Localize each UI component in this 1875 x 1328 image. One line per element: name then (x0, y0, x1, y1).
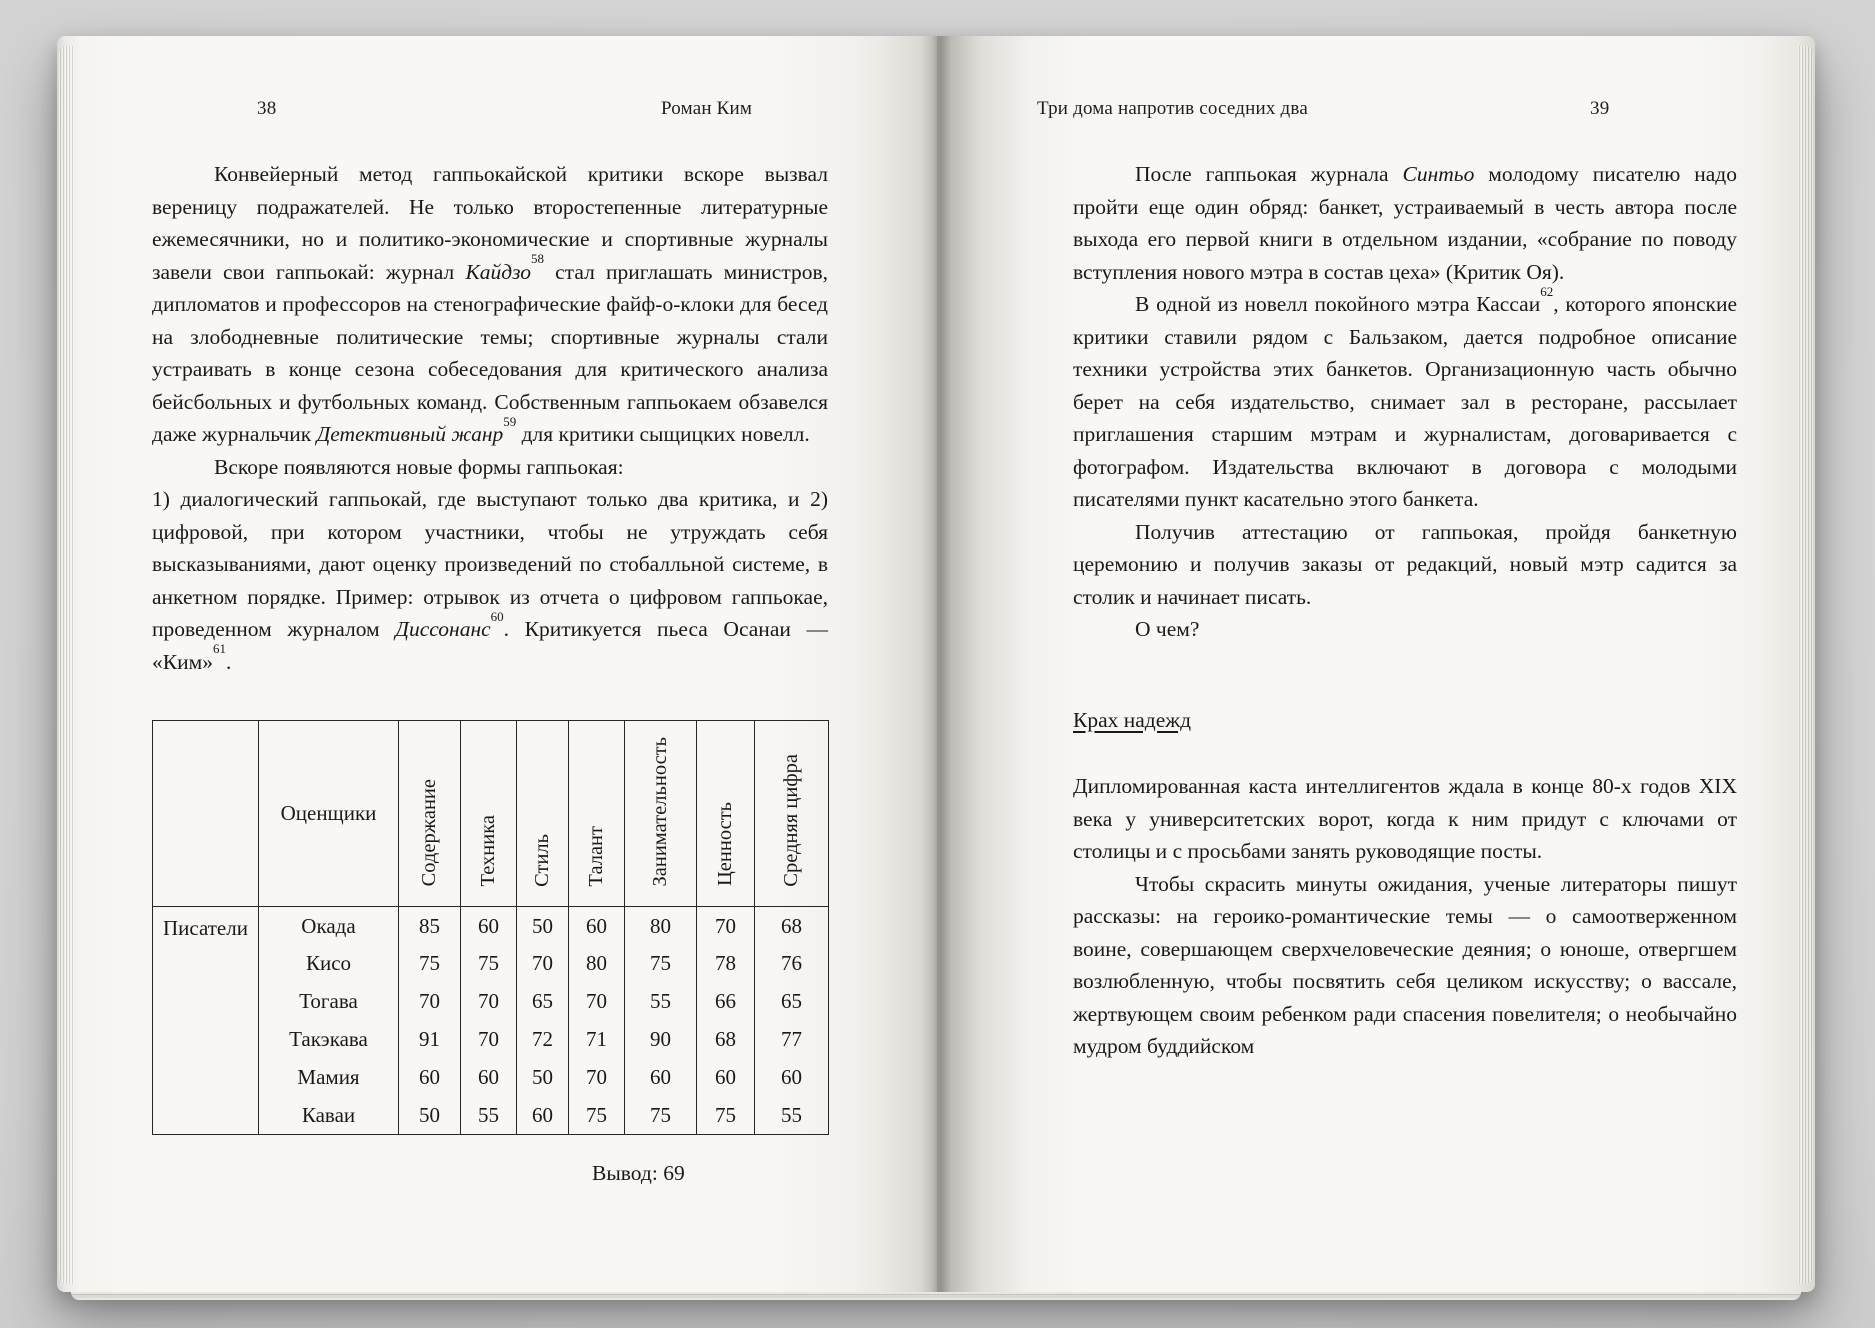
col-header-value (697, 721, 755, 907)
score-cell: 60 (625, 1059, 697, 1097)
text-segment: Конвейерный метод гаппьокайской критики вскоре вызвал вереницу подражателей. Не только второстепенные литературные ежемесячники, но и политико-экономические и спортивные журналы завели свои гаппьокай: журнал (152, 162, 828, 284)
right-page (937, 36, 1815, 1292)
row-group-label: Писатели (153, 907, 259, 1135)
score-cell: 60 (569, 907, 625, 945)
text-segment: Кайдзо (465, 259, 531, 284)
table-row (153, 907, 829, 945)
paragraph (152, 158, 828, 451)
text-segment: . (225, 649, 232, 674)
score-cell: 50 (399, 1097, 461, 1135)
footnote-ref: 59 (503, 413, 517, 429)
score-cell: 77 (755, 1021, 829, 1059)
text-segment: молодому писателю надо пройти еще один обряд: банкет, устраиваемый в честь автора после выхода его первой книги в отдельном издании, «собрание по поводу вступления нового мэтра в состав цеха» (Критик Оя). (1073, 162, 1738, 284)
section-heading: Крах надежд (1073, 707, 1192, 732)
score-cell: 90 (625, 1021, 697, 1059)
score-table-body (153, 907, 829, 1135)
score-cell: 70 (569, 1059, 625, 1097)
score-cell: 70 (517, 945, 569, 983)
col-header-average (755, 721, 829, 907)
score-cell: 70 (461, 983, 517, 1021)
left-page (57, 36, 937, 1292)
score-cell: 60 (461, 1059, 517, 1097)
footnote-ref: 60 (490, 608, 504, 624)
score-cell: 68 (697, 1021, 755, 1059)
text-segment: Детективный жанр (316, 422, 504, 446)
score-cell: 72 (517, 1021, 569, 1059)
paragraph (1073, 283, 1737, 516)
score-cell: 60 (755, 1059, 829, 1097)
paragraph (1073, 158, 1737, 288)
col-header-label: Ценность (714, 802, 737, 887)
score-cell: 91 (399, 1021, 461, 1059)
score-cell: 75 (569, 1097, 625, 1135)
text-segment: В одной из новелл покойного мэтра Кассаи (1135, 292, 1541, 316)
score-cell: 71 (569, 1021, 625, 1059)
score-cell: 75 (399, 945, 461, 983)
table-result-line: Вывод: 69 (592, 1161, 685, 1185)
score-cell: 75 (697, 1097, 755, 1135)
score-table (152, 720, 829, 1135)
paragraph (1073, 868, 1737, 1063)
score-cell: 76 (755, 945, 829, 983)
col-header-label: Талант (585, 825, 608, 887)
col-header-label: Стиль (531, 833, 554, 887)
fore-edge-right (1798, 46, 1813, 1284)
score-cell: 50 (517, 907, 569, 945)
running-title-right: Три дома напротив соседних два (1037, 98, 1308, 119)
score-cell: 55 (755, 1097, 829, 1135)
rater-name-cell: Такэкава (259, 1021, 399, 1059)
col-header-style (517, 721, 569, 907)
score-cell: 70 (569, 983, 625, 1021)
fore-edge-left (59, 46, 74, 1284)
left-paragraphs (152, 158, 828, 678)
footnote-ref: 61 (212, 641, 226, 657)
score-cell: 85 (399, 907, 461, 945)
score-cell: 70 (697, 907, 755, 945)
score-cell: 75 (625, 1097, 697, 1135)
paragraph (1073, 613, 1737, 646)
score-cell: 60 (697, 1059, 755, 1097)
right-paragraphs-top (1073, 158, 1737, 646)
rater-name-cell: Кисо (259, 945, 399, 983)
rater-name-cell: Каваи (259, 1097, 399, 1135)
score-cell: 50 (517, 1059, 569, 1097)
col-header-label: Занимательность (649, 737, 672, 887)
score-cell: 78 (697, 945, 755, 983)
text-segment: О чем? (1135, 617, 1200, 641)
text-segment: Получив аттестацию от гаппьокая, пройдя банкетную церемонию и получив заказы от редакций, новый мэтр садится за столик и начинает писать. (1073, 519, 1737, 609)
score-cell: 75 (625, 945, 697, 983)
score-cell: 65 (517, 983, 569, 1021)
score-cell: 70 (461, 1021, 517, 1059)
score-cell: 60 (517, 1097, 569, 1135)
score-cell: 66 (697, 983, 755, 1021)
rater-name-cell: Окада (259, 907, 399, 945)
text-segment: Чтобы скрасить минуты ожидания, ученые литераторы пишут рассказы: на героико-романтические темы — о самоотверженном воине, совершающем сверхчеловеческие деяния; о юноше, отвергшем возлюбленную, чтобы посвятить себя целиком искусству; о вассале, жертвующем своим ребенком ради спасения повелителя; о необычайно мудром буддийском (1073, 871, 1737, 1058)
score-cell: 68 (755, 907, 829, 945)
col-header-label: Содержание (418, 779, 441, 887)
paragraph (1073, 770, 1737, 868)
text-segment: Дипломированная каста интеллигентов ждала в конце 80-х годов XIX века у университетских ворот, когда к ним придут с ключами от столицы и с просьбами занять руководящие посты. (1073, 774, 1737, 863)
page-number-right: 39 (1590, 98, 1610, 119)
col-header-raters: Оценщики (259, 721, 399, 907)
table-header-row (153, 721, 829, 907)
score-cell: 55 (461, 1097, 517, 1135)
score-cell: 80 (625, 907, 697, 945)
text-segment: Вскоре появляются новые формы гаппьокая: (214, 454, 624, 479)
score-cell: 70 (399, 983, 461, 1021)
score-cell: 80 (569, 945, 625, 983)
footnote-ref: 58 (530, 251, 544, 267)
right-paragraphs-bottom (1073, 770, 1737, 1063)
score-cell: 65 (755, 983, 829, 1021)
rater-name-cell: Тогава (259, 983, 399, 1021)
score-cell: 75 (461, 945, 517, 983)
text-segment: стал приглашать министров, дипломатов и профессоров на стенографические файф-о-клоки для бесед на злободневные политические темы; спортивные журналы стали устраивать в конце сезона собеседования для критического анализа бейсбольных и футбольных команд. Собственным гаппьокаем обзавелся даже журнальчик (152, 259, 829, 446)
text-segment: Диссонанс (395, 617, 491, 641)
col-header-talent (569, 721, 625, 907)
col-header-label: Техника (477, 814, 500, 887)
open-book (57, 36, 1815, 1292)
paragraph (1073, 516, 1737, 614)
col-header-entertainment (625, 721, 697, 907)
score-cell: 60 (399, 1059, 461, 1097)
left-page-body (152, 158, 828, 1190)
footnote-ref: 62 (1540, 283, 1554, 299)
text-segment: Синтьо (1402, 162, 1475, 186)
page-number-left: 38 (257, 98, 277, 119)
col-header-technique (461, 721, 517, 907)
text-segment: , которого японские критики ставили рядом с Бальзаком, дается подробное описание техники устройства этих банкетов. Организационную часть обычно берет на себя издательство, снимает зал в ресторане, рассылает приглашения старшим мэтрам и журналистам, договаривается с фотографом. Издательства включают в договора с молодыми писателями пункт касательно этого банкета. (1073, 292, 1737, 511)
col-header-content (399, 721, 461, 907)
text-segment: для критики сыщицких новелл. (516, 422, 810, 446)
score-cell: 60 (461, 907, 517, 945)
right-page-body (1073, 158, 1737, 1063)
table-corner-cell (153, 721, 259, 907)
rater-name-cell: Мамия (259, 1059, 399, 1097)
score-cell: 55 (625, 983, 697, 1021)
paragraph (152, 483, 828, 678)
text-segment: . Критикуется пьеса Осанаи — «Ким» (152, 617, 829, 674)
running-title-left: Роман Ким (661, 98, 753, 119)
col-header-label: Средняя цифра (780, 753, 803, 887)
text-segment: 1) диалогический гаппьокай, где выступают только два критика, и 2) цифровой, при котором участники, чтобы не утруждать себя высказываниями, дают оценку произведений по стобалльной системе, в анкетном порядке. Пример: отрывок из отчета о цифровом гаппьокае, проведенном журналом (152, 487, 828, 641)
paragraph (152, 451, 828, 484)
text-segment: После гаппьокая журнала (1135, 162, 1403, 186)
